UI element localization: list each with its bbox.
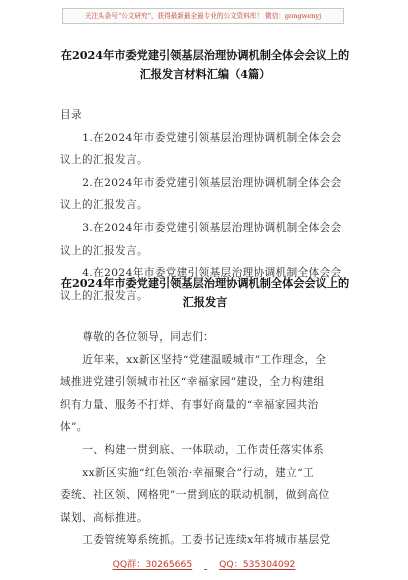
article-title-line2: 汇报发言 bbox=[182, 295, 228, 309]
toc-item: 4.在2024年市委党建引领基层治理协调机制全体会会 bbox=[82, 267, 342, 280]
document-title-line2: 汇报发言材料汇编（4篇） bbox=[139, 67, 271, 81]
footer-qq: QQ：535304092 bbox=[219, 559, 296, 570]
article-title bbox=[40, 274, 370, 312]
toc-item: 3.在2024年市委党建引领基层治理协调机制全体会会 bbox=[82, 221, 342, 234]
article-title-line1: 在2024年市委党建引领基层治理协调机制全体会会议上的 bbox=[60, 276, 350, 290]
article-line: xx新区实施“红色领治·幸福聚合”行动，建立“工 bbox=[82, 466, 315, 479]
toc-item: 1.在2024年市委党建引领基层治理协调机制全体会会 bbox=[82, 131, 342, 144]
toc-item-continuation: 议上的汇报发言。 bbox=[60, 244, 148, 257]
toc-item-continuation: 议上的汇报发言。 bbox=[60, 289, 148, 302]
document-title bbox=[40, 46, 370, 84]
footer-qq-group: QQ群：30265665 bbox=[112, 559, 193, 570]
footer-contact bbox=[0, 556, 408, 570]
article-body bbox=[60, 326, 358, 552]
article-line: 织有力量、服务不打烊、有事好商量的“幸福家园共治 bbox=[60, 398, 319, 411]
toc-item-continuation: 议上的汇报发言。 bbox=[60, 199, 148, 212]
document-title-line1: 在2024年市委党建引领基层治理协调机制全体会会议上的 bbox=[60, 48, 350, 62]
article-line: 尊敬的各位领导，同志们： bbox=[82, 331, 215, 343]
toc-item-continuation: 议上的汇报发言。 bbox=[60, 154, 148, 167]
article-line: 域推进党建引领城市社区“幸福家园”建设，全力构建组 bbox=[60, 376, 325, 389]
article-line: 谋划、高标推进。 bbox=[60, 511, 148, 524]
toc-item: 2.在2024年市委党建引领基层治理协调机制全体会会 bbox=[82, 176, 342, 189]
article-line: 委统、社区领、网格兜”一贯到底的联动机制，做到高位 bbox=[60, 489, 330, 502]
article-line: 近年来，xx新区坚持“党建温暖城市”工作理念，全 bbox=[82, 353, 327, 366]
toc-heading: 目录 bbox=[60, 109, 82, 121]
article-line: 体”。 bbox=[60, 421, 88, 434]
article-line: 工委管统筹系统抓。工委书记连续x年将城市基层党 bbox=[82, 534, 331, 547]
article-line: 一、构建一贯到底、一体联动，工作责任落实体系 bbox=[82, 443, 325, 456]
top-banner: 关注头条号“公文研究”，获得最新最全最专业的公文资料库！ 微信：gongwenyj bbox=[62, 8, 344, 24]
